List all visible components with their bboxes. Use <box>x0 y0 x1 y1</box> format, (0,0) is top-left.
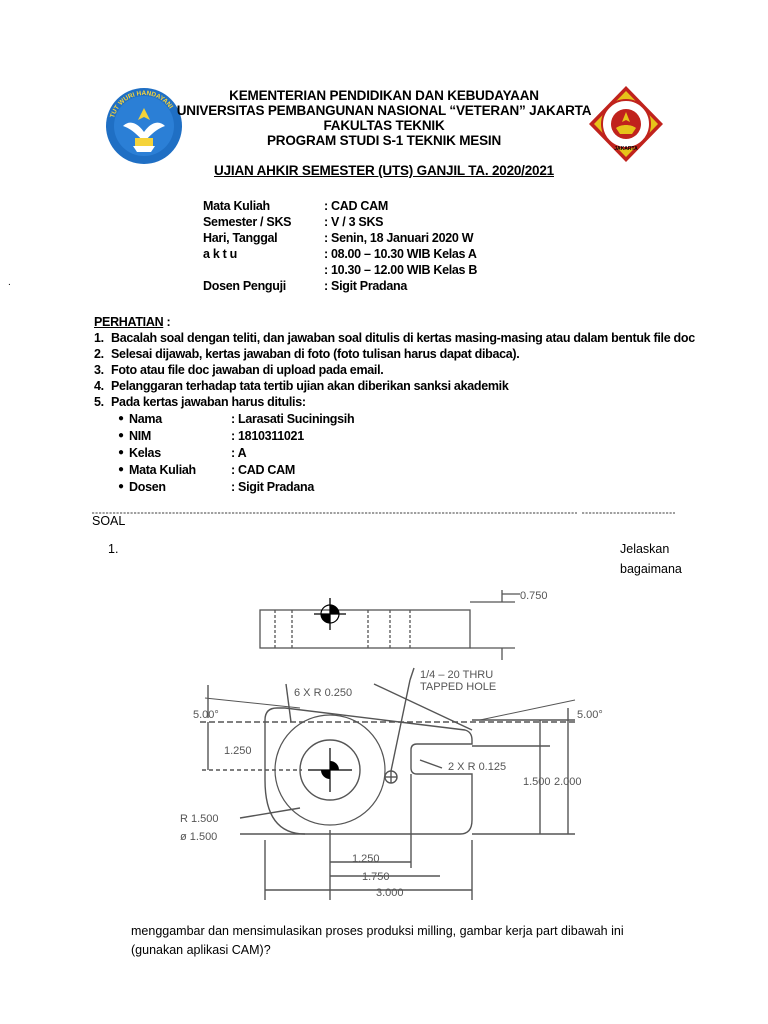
exam-title: UJIAN AHKIR SEMESTER (UTS) GANJIL TA. 2020/2021 <box>214 163 554 178</box>
field-label-mata-kuliah: Mata Kuliah <box>129 463 196 477</box>
header-faculty: FAKULTAS TEKNIK <box>323 118 445 133</box>
dim-1750-horizontal: 1.750 <box>362 871 390 883</box>
bullet-icon: ● <box>118 481 124 492</box>
hari-label: Hari, Tanggal <box>203 231 278 245</box>
field-value-nim: : 1810311021 <box>231 429 304 443</box>
bullet-icon: ● <box>118 430 124 441</box>
field-label-dosen: Dosen <box>129 480 166 494</box>
rule-number: 2. <box>94 347 104 361</box>
rule-text: Bacalah soal dengan teliti, dan jawaban soal ditulis di kertas masing-masing atau dalam bentuk file doc <box>111 331 695 345</box>
waktu-label: a k t u <box>203 247 238 261</box>
field-label-nim: NIM <box>129 429 152 443</box>
rule-number: 3. <box>94 363 104 377</box>
hari-value: : Senin, 18 Januari 2020 W <box>324 231 474 245</box>
mata-kuliah-label: Mata Kuliah <box>203 199 270 213</box>
bullet-icon: ● <box>118 464 124 475</box>
question-line-1: menggambar dan mensimulasikan proses produksi milling, gambar kerja part dibawah ini <box>131 924 624 938</box>
side-view-center-mark <box>321 605 339 623</box>
question-fragment-2: bagaimana <box>620 562 682 576</box>
dim-1250-horizontal: 1.250 <box>352 853 380 865</box>
field-value-mata-kuliah: : CAD CAM <box>231 463 295 477</box>
rule-text: Foto atau file doc jawaban di upload pada email. <box>111 363 384 377</box>
question-fragment-1: Jelaskan <box>620 542 670 556</box>
rule-number: 1. <box>94 331 104 345</box>
dashed-divider <box>92 502 675 506</box>
rule-number: 5. <box>94 395 104 409</box>
question-number: 1. <box>108 542 119 556</box>
perhatian-colon: : <box>163 315 171 329</box>
field-label-nama: Nama <box>129 412 162 426</box>
part-drawing <box>180 580 603 900</box>
field-value-dosen: : Sigit Pradana <box>231 480 315 494</box>
dim-slot-radius: 2 X R 0.125 <box>448 761 507 773</box>
waktu-value-b: : 10.30 – 12.00 WIB Kelas B <box>324 263 478 277</box>
dim-fillets: 6 X R 0.250 <box>294 687 353 699</box>
semester-label: Semester / SKS <box>203 215 292 229</box>
dim-tapped-2: TAPPED HOLE <box>420 681 497 693</box>
soal-heading: SOAL <box>92 514 126 528</box>
rule-text: Pada kertas jawaban harus ditulis: <box>111 395 306 409</box>
semester-value: : V / 3 SKS <box>324 215 384 229</box>
dim-angle-left: 5.00° <box>193 709 219 721</box>
dim-r1500: R 1.500 <box>180 813 219 825</box>
dosen-value: : Sigit Pradana <box>324 279 408 293</box>
logo-left-arc-text: TUT WURI HANDAYANI <box>109 89 175 119</box>
bullet-icon: ● <box>118 413 124 424</box>
dim-1250-vertical: 1.250 <box>224 745 252 757</box>
dim-1500-vertical: 1.500 <box>523 776 551 788</box>
perhatian-heading <box>94 314 170 330</box>
rule-number: 4. <box>94 379 104 393</box>
dim-3000-horizontal: 3.000 <box>376 887 404 899</box>
header-program: PROGRAM STUDI S-1 TEKNIK MESIN <box>266 133 501 148</box>
header-university: UNIVERSITAS PEMBANGUNAN NASIONAL “VETERAN” JAKARTA <box>176 103 592 118</box>
mata-kuliah-value: : CAD CAM <box>324 199 388 213</box>
dim-tapped-1: 1/4 – 20 THRU <box>420 669 494 681</box>
dim-thickness: 0.750 <box>520 590 548 602</box>
perhatian-title: PERHATIAN <box>94 315 164 329</box>
field-value-kelas: : A <box>231 446 247 460</box>
question-line-2: (gunakan aplikasi CAM)? <box>131 943 271 957</box>
dim-2000-vertical: 2.000 <box>554 776 582 788</box>
waktu-value-a: : 08.00 – 10.30 WIB Kelas A <box>324 247 477 261</box>
field-label-kelas: Kelas <box>129 446 161 460</box>
dim-angle-right: 5.00° <box>577 709 603 721</box>
hole-center-mark <box>308 748 352 792</box>
header-ministry: KEMENTERIAN PENDIDIKAN DAN KEBUDAYAAN <box>229 88 539 103</box>
dosen-label: Dosen Penguji <box>203 279 286 293</box>
rule-text: Selesai dijawab, kertas jawaban di foto (foto tulisan harus dapat dibaca). <box>111 347 520 361</box>
dim-d1500: ø 1.500 <box>180 831 218 843</box>
margin-mark: . <box>8 277 11 288</box>
bullet-icon: ● <box>118 447 124 458</box>
field-value-nama: : Larasati Suciningsih <box>231 412 355 426</box>
logo-right-bottom-text: JAKARTA <box>614 146 638 152</box>
rule-text: Pelanggaran terhadap tata tertib ujian akan diberikan sanksi akademik <box>111 379 509 393</box>
